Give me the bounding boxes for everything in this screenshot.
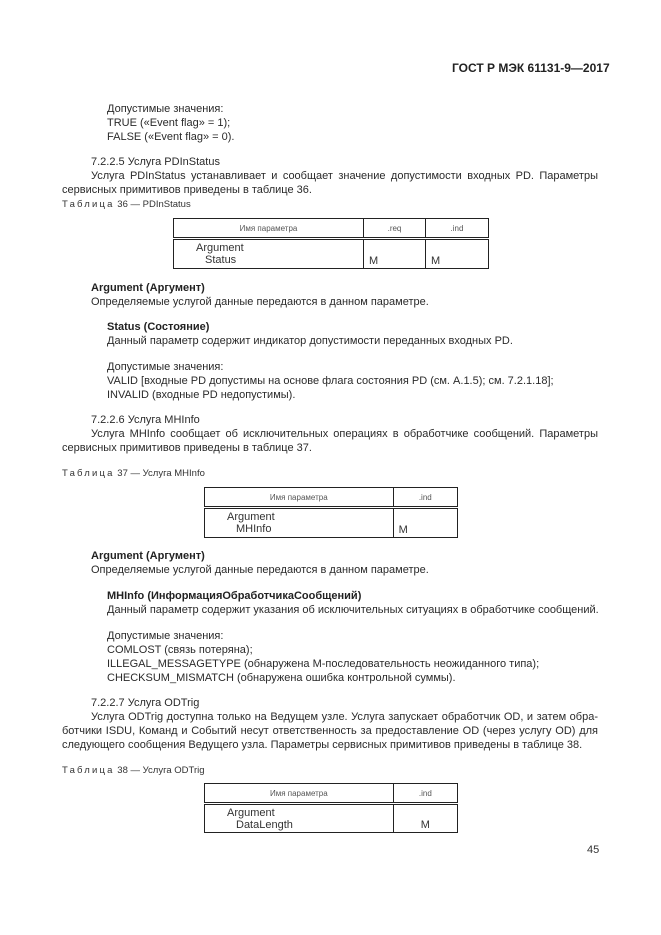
column-header-param-name: Имя параметра (205, 488, 394, 508)
ind-value: M (431, 255, 441, 267)
ind-value: M (398, 524, 408, 536)
param-name-cell (174, 239, 364, 269)
param-group: Argument (227, 511, 275, 523)
req-value: M (369, 255, 379, 267)
document-standard-id: ГОСТ Р МЭК 61131-9—2017 (452, 61, 610, 75)
section-7226-paragraph-line1: Услуга MHInfo сообщает об исключительных операциях в обработчике сообщений. Параметры (91, 428, 598, 440)
column-header-param-name: Имя параметра (174, 219, 364, 239)
table-caption-title: 38 — Услуга ODTrig (117, 765, 205, 776)
param-name-cell (205, 508, 394, 538)
table-36-pdinstatus (173, 218, 489, 269)
table-row (205, 804, 458, 833)
table-caption-title: 37 — Услуга MHInfo (117, 468, 205, 479)
value-checksum-mismatch: CHECKSUM_MISMATCH (обнаружена ошибка контрольной суммы). (107, 672, 456, 684)
status-title: Status (Состояние) (107, 321, 210, 333)
section-7225-paragraph-line2: сервисных примитивов приведены в таблице 36. (62, 184, 312, 196)
table-row (174, 239, 489, 269)
table-header-row (205, 488, 458, 508)
value-false: FALSE («Event flag» = 0). (107, 131, 235, 143)
table-38-odtrig (204, 783, 458, 833)
argument-description: Определяемые услугой данные передаются в данном параметре. (91, 564, 429, 576)
value-valid: VALID [входные PD допустимы на основе флага состояния PD (см. А.1.5); см. 7.2.1.18]; (107, 375, 554, 387)
column-header-req: .req (364, 219, 426, 239)
page-number: 45 (587, 844, 600, 856)
param-name: Status (205, 254, 237, 266)
value-true: TRUE («Event flag» = 1); (107, 117, 231, 129)
argument-description: Определяемые услугой данные передаются в данном параметре. (91, 296, 429, 308)
param-name-cell (205, 804, 394, 833)
ind-cell (426, 239, 489, 269)
section-7227-paragraph-line1: Услуга ODTrig доступна только на Ведущем узле. Услуга запускает обработчик OD, и затем обра- (91, 711, 598, 723)
param-name: MHInfo (236, 523, 272, 535)
table36-caption (62, 198, 191, 211)
table-header-row (174, 219, 489, 239)
section-7226-paragraph-line2: сервисных примитивов приведены в таблице 37. (62, 442, 312, 454)
param-group: Argument (196, 242, 244, 254)
argument-title: Argument (Аргумент) (91, 550, 205, 562)
param-name: DataLength (236, 819, 293, 831)
section-7227-paragraph-line2: ботчики ISDU, Команд и Событий несут ответственность за предоставление OD (через услугу OD) для (62, 725, 598, 737)
column-header-ind: .ind (426, 219, 489, 239)
allowed-values-label: Допустимые значения: (107, 630, 224, 642)
table-row (205, 508, 458, 538)
argument-title: Argument (Аргумент) (91, 282, 205, 294)
value-invalid: INVALID (входные PD недопустимы). (107, 389, 296, 401)
table-caption-prefix: Таблица (62, 199, 115, 210)
ind-cell (393, 804, 457, 833)
column-header-ind: .ind (393, 488, 457, 508)
ind-cell (393, 508, 457, 538)
table-caption-prefix: Таблица (62, 765, 115, 776)
section-heading-7227: 7.2.2.7 Услуга ODTrig (91, 697, 200, 709)
value-illegal-messagetype: ILLEGAL_MESSAGETYPE (обнаружена М-последовательность неожиданного типа); (107, 658, 540, 670)
ind-value: M (420, 819, 430, 831)
section-7227-paragraph-line3: следующего сообщения Ведущего узла. Параметры сервисных примитивов приведены в таблице 38. (62, 739, 583, 751)
value-comlost: COMLOST (связь потеряна); (107, 644, 253, 656)
allowed-values-label: Допустимые значения: (107, 361, 224, 373)
table-header-row (205, 784, 458, 804)
status-description: Данный параметр содержит индикатор допустимости переданных входных PD. (107, 335, 513, 347)
section-heading-7225: 7.2.2.5 Услуга PDInStatus (91, 156, 220, 168)
req-cell (364, 239, 426, 269)
section-7225-paragraph-line1: Услуга PDInStatus устанавливает и сообщает значение допустимости входных PD. Параметры (91, 170, 598, 182)
column-header-param-name: Имя параметра (205, 784, 394, 804)
mhinfo-description: Данный параметр содержит указания об исключительных ситуациях в обработчике сообщений. (107, 604, 599, 616)
allowed-values-label: Допустимые значения: (107, 103, 224, 115)
table38-caption (62, 764, 205, 777)
column-header-ind: .ind (393, 784, 457, 804)
table37-caption (62, 467, 205, 480)
table-caption-title: 36 — PDInStatus (117, 199, 191, 210)
mhinfo-title: MHInfo (ИнформацияОбработчикаСообщений) (107, 590, 362, 602)
param-group: Argument (227, 807, 275, 819)
table-caption-prefix: Таблица (62, 468, 115, 479)
section-heading-7226: 7.2.2.6 Услуга MHInfo (91, 414, 200, 426)
table-37-mhinfo (204, 487, 458, 538)
